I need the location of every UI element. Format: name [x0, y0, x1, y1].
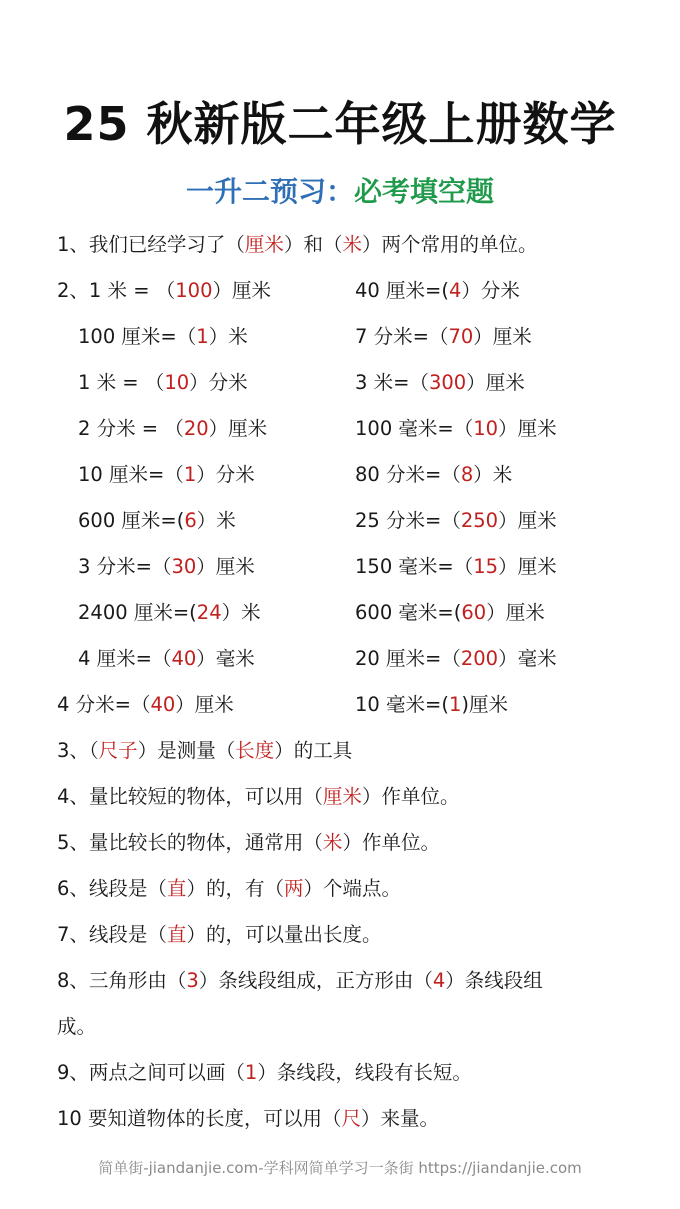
q1-text-a: 1、我们已经学习了（: [57, 233, 245, 256]
q2-row-1-left-answer: 1: [196, 325, 209, 348]
question-6: 6、线段是（直）的，有（两）个端点。: [57, 877, 401, 900]
q2-row-9-right-answer: 1: [448, 693, 462, 716]
q2-row-5-right: 25 分米=（250）厘米: [355, 509, 557, 532]
q2-row-1-right: 7 分米=（70）厘米: [355, 325, 532, 348]
q2-row-5-left: 600 厘米=(6）米: [78, 509, 236, 532]
q1-answer-2: 米: [342, 233, 362, 256]
q9-answer: 1: [244, 1061, 258, 1084]
question-1: [57, 231, 537, 259]
q2-row-3-right-answer: 10: [473, 417, 499, 440]
question-5: 5、量比较长的物体，通常用（米）作单位。: [57, 831, 440, 854]
footer-watermark: 简单街-jiandanjie.com-学科网简单学习一条街 https://jiandanjie.com: [98, 1159, 582, 1177]
q7-answer: 直: [166, 923, 187, 946]
question-9: 9、两点之间可以画（1）条线段，线段有长短。: [57, 1061, 472, 1084]
q2-row-5-left-answer: 6: [184, 509, 197, 532]
subtitle-part1: 一升二预习：: [185, 175, 354, 208]
q2-row-2-right: 3 米=（300）厘米: [355, 371, 525, 394]
q5-answer: 米: [322, 831, 343, 854]
q8-answer-1: 3: [186, 969, 199, 992]
q2-row-0-left: 2、1 米 = （100）厘米: [57, 279, 271, 302]
q2-row-0-right: 40 厘米=(4）分米: [355, 279, 520, 302]
q2-row-2-left: 1 米 = （10）分米: [78, 371, 248, 394]
q2-row-4-left: 10 厘米=（1）分米: [78, 463, 255, 486]
question-7: 7、线段是（直）的，可以量出长度。: [57, 923, 382, 946]
q4-answer: 厘米: [322, 785, 362, 808]
q2-row-5-right-answer: 250: [460, 509, 499, 532]
q2-row-9-left-answer: 40: [150, 693, 176, 716]
q2-row-9-right: 10 毫米=(1)厘米: [355, 693, 508, 716]
q2-row-0-right-answer: 4: [448, 279, 462, 302]
q2-row-8-left: 4 厘米=（40）毫米: [78, 647, 255, 670]
q2-row-6-left: 3 分米=（30）厘米: [78, 555, 255, 578]
q2-row-4-right: 80 分米=（8）米: [355, 463, 513, 486]
question-10: 10 要知道物体的长度，可以用（尺）来量。: [57, 1107, 440, 1130]
q2-row-0-left-answer: 100: [175, 279, 213, 302]
q6-answer-2: 两: [283, 877, 304, 900]
question-8-continuation: 成。: [57, 1015, 97, 1038]
q1-text-c: ）和（: [283, 233, 343, 256]
q2-row-9-left: 4 分米=（40）厘米: [57, 693, 234, 716]
q2-row-3-left: 2 分米 = （20）厘米: [78, 417, 268, 440]
q1-answer-1: 厘米: [244, 233, 284, 256]
q2-row-6-left-answer: 30: [171, 555, 197, 578]
q2-row-4-right-answer: 8: [460, 463, 474, 486]
question-8: 8、三角形由（3）条线段组成，正方形由（4）条线段组: [57, 969, 543, 992]
question-3: 3、（尺子）是测量（长度）的工具: [57, 739, 353, 762]
q2-row-3-right: 100 毫米=（10）厘米: [355, 417, 557, 440]
q2-row-8-left-answer: 40: [171, 647, 197, 670]
q2-row-1-left: 100 厘米=（1）米: [78, 325, 248, 348]
q2-row-7-left-answer: 24: [196, 601, 222, 624]
q2-row-3-left-answer: 20: [183, 417, 209, 440]
q2-row-1-right-answer: 70: [448, 325, 474, 348]
page-title: 25 秋新版二年级上册数学: [63, 97, 617, 151]
q2-row-8-right: 20 厘米=（200）毫米: [355, 647, 557, 670]
q2-row-4-left-answer: 1: [183, 463, 197, 486]
q2-row-2-right-answer: 300: [428, 371, 467, 394]
q2-row-7-left: 2400 厘米=(24）米: [78, 601, 261, 624]
q6-answer-1: 直: [166, 877, 187, 900]
q8-answer-2: 4: [432, 969, 446, 992]
page-subtitle: [0, 170, 680, 210]
q2-row-2-left-answer: 10: [164, 371, 190, 394]
q2-row-7-right-answer: 60: [461, 601, 487, 624]
q2-row-7-right: 600 毫米=(60）厘米: [355, 601, 545, 624]
q10-answer: 尺: [341, 1107, 362, 1130]
subtitle-part2: 必考填空题: [354, 175, 495, 208]
q3-answer-2: 长度: [235, 739, 275, 762]
q2-row-6-right: 150 毫米=（15）厘米: [355, 555, 557, 578]
question-4: 4、量比较短的物体，可以用（厘米）作单位。: [57, 785, 460, 808]
q2-row-6-right-answer: 15: [473, 555, 499, 578]
q3-answer-1: 尺子: [98, 739, 138, 762]
q1-text-e: ）两个常用的单位。: [361, 233, 538, 256]
q2-row-8-right-answer: 200: [460, 647, 499, 670]
